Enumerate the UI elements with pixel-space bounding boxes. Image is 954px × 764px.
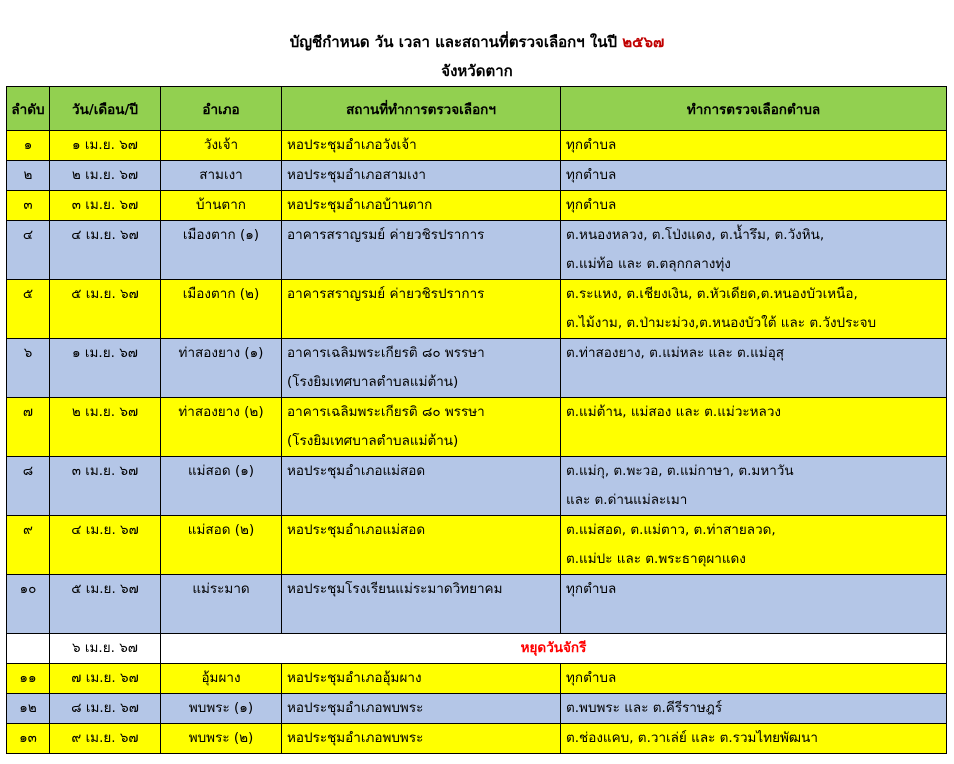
cell-place [282,724,561,754]
table-row [7,575,947,634]
cell-place [282,575,561,634]
subdistrict-line: ทุกตำบล [566,581,617,597]
cell-date: ๙ เม.ย. ๖๗ [50,724,161,754]
place-line: หอประชุมอำเภอบ้านตาก [287,197,433,213]
cell-no: ๘ [7,457,50,516]
cell-subdistricts [561,161,947,191]
cell-district: วังเจ้า [161,131,282,161]
subdistrict-line: ต.แม่สอด, ต.แม่ตาว, ต.ท่าสายลวด, [566,522,776,538]
cell-place [282,694,561,724]
place-line: หอประชุมอำเภอพบพระ [287,700,424,716]
cell-district: แม่ระมาด [161,575,282,634]
cell-district: ท่าสองยาง (๒) [161,398,282,457]
cell-district: สามเงา [161,161,282,191]
cell-subdistricts [561,221,947,280]
table-row [7,694,947,724]
cell-no: ๑ [7,131,50,161]
document-subtitle: จังหวัดตาก [441,62,513,80]
title-text: บัญชีกำหนด วัน เวลา และสถานที่ตรวจเลือกฯ ในปี [289,33,617,51]
place-line: (โรงยิมเทศบาลตำบลแม่ต้าน) [287,374,459,390]
cell-district: แม่สอด (๒) [161,516,282,575]
cell-subdistricts [561,664,947,694]
cell-subdistricts [561,191,947,221]
subdistrict-line: และ ต.ด่านแม่ละเมา [566,492,688,508]
subdistrict-line: ต.พบพระ และ ต.คีรีราษฎร์ [566,700,723,716]
cell-date: ๗ เม.ย. ๖๗ [50,664,161,694]
cell-no: ๓ [7,191,50,221]
cell-subdistricts [561,694,947,724]
table-row [7,516,947,575]
table-row [7,161,947,191]
cell-subdistricts [561,516,947,575]
subdistrict-line: ทุกตำบล [566,197,617,213]
cell-no [7,634,50,664]
document-title [0,30,954,54]
cell-date: ๒ เม.ย. ๖๗ [50,161,161,191]
cell-district: แม่สอด (๑) [161,457,282,516]
subdistrict-line: ทุกตำบล [566,137,617,153]
table-row [7,664,947,694]
place-line: หอประชุมอำเภอวังเจ้า [287,137,417,153]
place-line: อาคารเฉลิมพระเกียรติ ๘๐ พรรษา [287,404,485,420]
subdistrict-line: ต.แม่ต้าน, แม่สอง และ ต.แม่วะหลวง [566,404,781,420]
cell-place [282,280,561,339]
holiday-cell: หยุดวันจักรี [161,634,947,664]
cell-date: ๕ เม.ย. ๖๗ [50,575,161,634]
cell-date: ๑ เม.ย. ๖๗ [50,131,161,161]
cell-place [282,398,561,457]
subdistrict-line: ต.ไม้งาม, ต.ป่ามะม่วง,ต.หนองบัวใต้ และ ต.วังประจบ [566,315,877,331]
header-subdistricts: ทำการตรวจเลือกตำบล [561,87,947,131]
cell-place [282,221,561,280]
cell-district: พบพระ (๑) [161,694,282,724]
cell-district: ท่าสองยาง (๑) [161,339,282,398]
header-date: วัน/เดือน/ปี [50,87,161,131]
cell-date: ๔ เม.ย. ๖๗ [50,516,161,575]
title-year: ๒๕๖๗ [622,33,665,51]
cell-date: ๒ เม.ย. ๖๗ [50,398,161,457]
cell-no: ๕ [7,280,50,339]
cell-district: อุ้มผาง [161,664,282,694]
cell-place [282,664,561,694]
subdistrict-line: ต.ช่องแคบ, ต.วาเล่ย์ และ ต.รวมไทยพัฒนา [566,730,818,746]
table-row [7,634,947,664]
cell-subdistricts [561,398,947,457]
cell-district: บ้านตาก [161,191,282,221]
cell-district: พบพระ (๒) [161,724,282,754]
cell-no: ๙ [7,516,50,575]
cell-date: ๘ เม.ย. ๖๗ [50,694,161,724]
place-line: หอประชุมอำเภอแม่สอด [287,463,426,479]
cell-place [282,191,561,221]
table-row [7,724,947,754]
table-row [7,191,947,221]
place-line: หอประชุมโรงเรียนแม่ระมาดวิทยาคม [287,581,503,597]
place-line: อาคารสราญรมย์ ค่ายวชิรปราการ [287,227,485,243]
cell-date: ๑ เม.ย. ๖๗ [50,339,161,398]
place-line: หอประชุมอำเภอแม่สอด [287,522,426,538]
subdistrict-line: ต.แม่ท้อ และ ต.ตลุกกลางทุ่ง [566,256,731,272]
cell-no: ๔ [7,221,50,280]
schedule-table [6,86,947,754]
cell-subdistricts [561,724,947,754]
cell-place [282,339,561,398]
cell-date: ๖ เม.ย. ๖๗ [50,634,161,664]
cell-place [282,516,561,575]
cell-date: ๕ เม.ย. ๖๗ [50,280,161,339]
table-row [7,221,947,280]
subdistrict-line: ทุกตำบล [566,670,617,686]
place-line: อาคารเฉลิมพระเกียรติ ๘๐ พรรษา [287,345,485,361]
cell-no: ๑๓ [7,724,50,754]
cell-district: เมืองตาก (๒) [161,280,282,339]
header-row [7,87,947,131]
cell-no: ๑๒ [7,694,50,724]
cell-subdistricts [561,575,947,634]
place-line: อาคารสราญรมย์ ค่ายวชิรปราการ [287,286,485,302]
subdistrict-line: ต.แม่กุ, ต.พะวอ, ต.แม่กาษา, ต.มหาวัน [566,463,794,479]
subdistrict-line: ทุกตำบล [566,167,617,183]
cell-subdistricts [561,457,947,516]
table-row [7,339,947,398]
header-place: สถานที่ทำการตรวจเลือกฯ [282,87,561,131]
table-row [7,280,947,339]
cell-place [282,457,561,516]
subdistrict-line: ต.หนองหลวง, ต.โป่งแดง, ต.น้ำรึม, ต.วังหิน, [566,227,825,243]
header-district: อำเภอ [161,87,282,131]
table-row [7,457,947,516]
place-line: หอประชุมอำเภออุ้มผาง [287,670,422,686]
cell-subdistricts [561,339,947,398]
cell-subdistricts [561,280,947,339]
cell-district: เมืองตาก (๑) [161,221,282,280]
place-line: หอประชุมอำเภอสามเงา [287,167,426,183]
cell-no: ๑๐ [7,575,50,634]
subdistrict-line: ต.แม่ปะ และ ต.พระธาตุผาแดง [566,551,746,567]
cell-no: ๖ [7,339,50,398]
table-row [7,131,947,161]
cell-date: ๓ เม.ย. ๖๗ [50,457,161,516]
cell-no: ๒ [7,161,50,191]
cell-place [282,131,561,161]
cell-subdistricts [561,131,947,161]
cell-date: ๔ เม.ย. ๖๗ [50,221,161,280]
subdistrict-line: ต.ท่าสองยาง, ต.แม่หละ และ ต.แม่อุสุ [566,345,785,361]
cell-date: ๓ เม.ย. ๖๗ [50,191,161,221]
cell-no: ๑๑ [7,664,50,694]
cell-place [282,161,561,191]
place-line: หอประชุมอำเภอพบพระ [287,730,424,746]
header-no: ลำดับ [7,87,50,131]
place-line: (โรงยิมเทศบาลตำบลแม่ต้าน) [287,433,459,449]
table-row [7,398,947,457]
cell-no: ๗ [7,398,50,457]
subdistrict-line: ต.ระแหง, ต.เชียงเงิน, ต.หัวเดียด,ต.หนองบัวเหนือ, [566,286,858,302]
